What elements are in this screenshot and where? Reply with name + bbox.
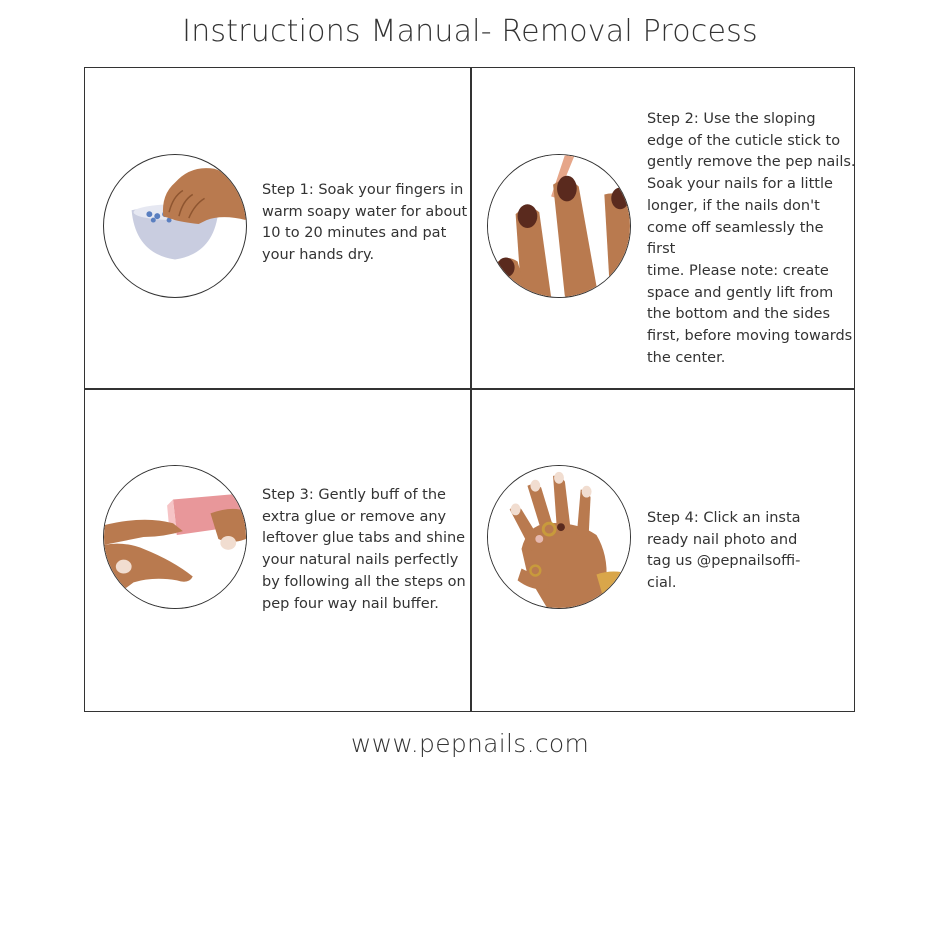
page-title: Instructions Manual- Removal Process [182,14,758,49]
step-2-text: Step 2: Use the sloping edge of the cuticle stick to gently remove the pep nails. Soak your nails for a little longer, if the nails don't come off seamlessly the first time. Please note: create space and gently lift from the bottom and the sides first, before moving towards the center. [647,111,856,366]
hand-with-rings-icon [487,465,631,609]
step-3-cell [85,390,470,711]
step-4-text: Step 4: Click an insta ready nail photo and tag us @pepnailsoffi- cial. [647,510,801,592]
step-3-text: Step 3: Gently buff of the extra glue or remove any leftover glue tabs and shine your natural nails perfectly by following all the steps on pep four way nail buffer. [262,487,466,612]
step-2-cell [471,68,856,388]
step-4-cell [471,390,856,711]
step-1-text: Step 1: Soak your fingers in warm soapy water for about 10 to 20 minutes and pat your hands dry. [262,182,468,264]
cuticle-stick-on-nails-icon [487,154,631,298]
nail-buffer-on-hand-icon [103,465,247,609]
step-1-cell [85,68,470,388]
hand-soaking-in-bowl-icon [103,154,247,298]
instructions-grid [84,67,855,712]
website-link[interactable]: www.pepnails.com [350,729,590,758]
